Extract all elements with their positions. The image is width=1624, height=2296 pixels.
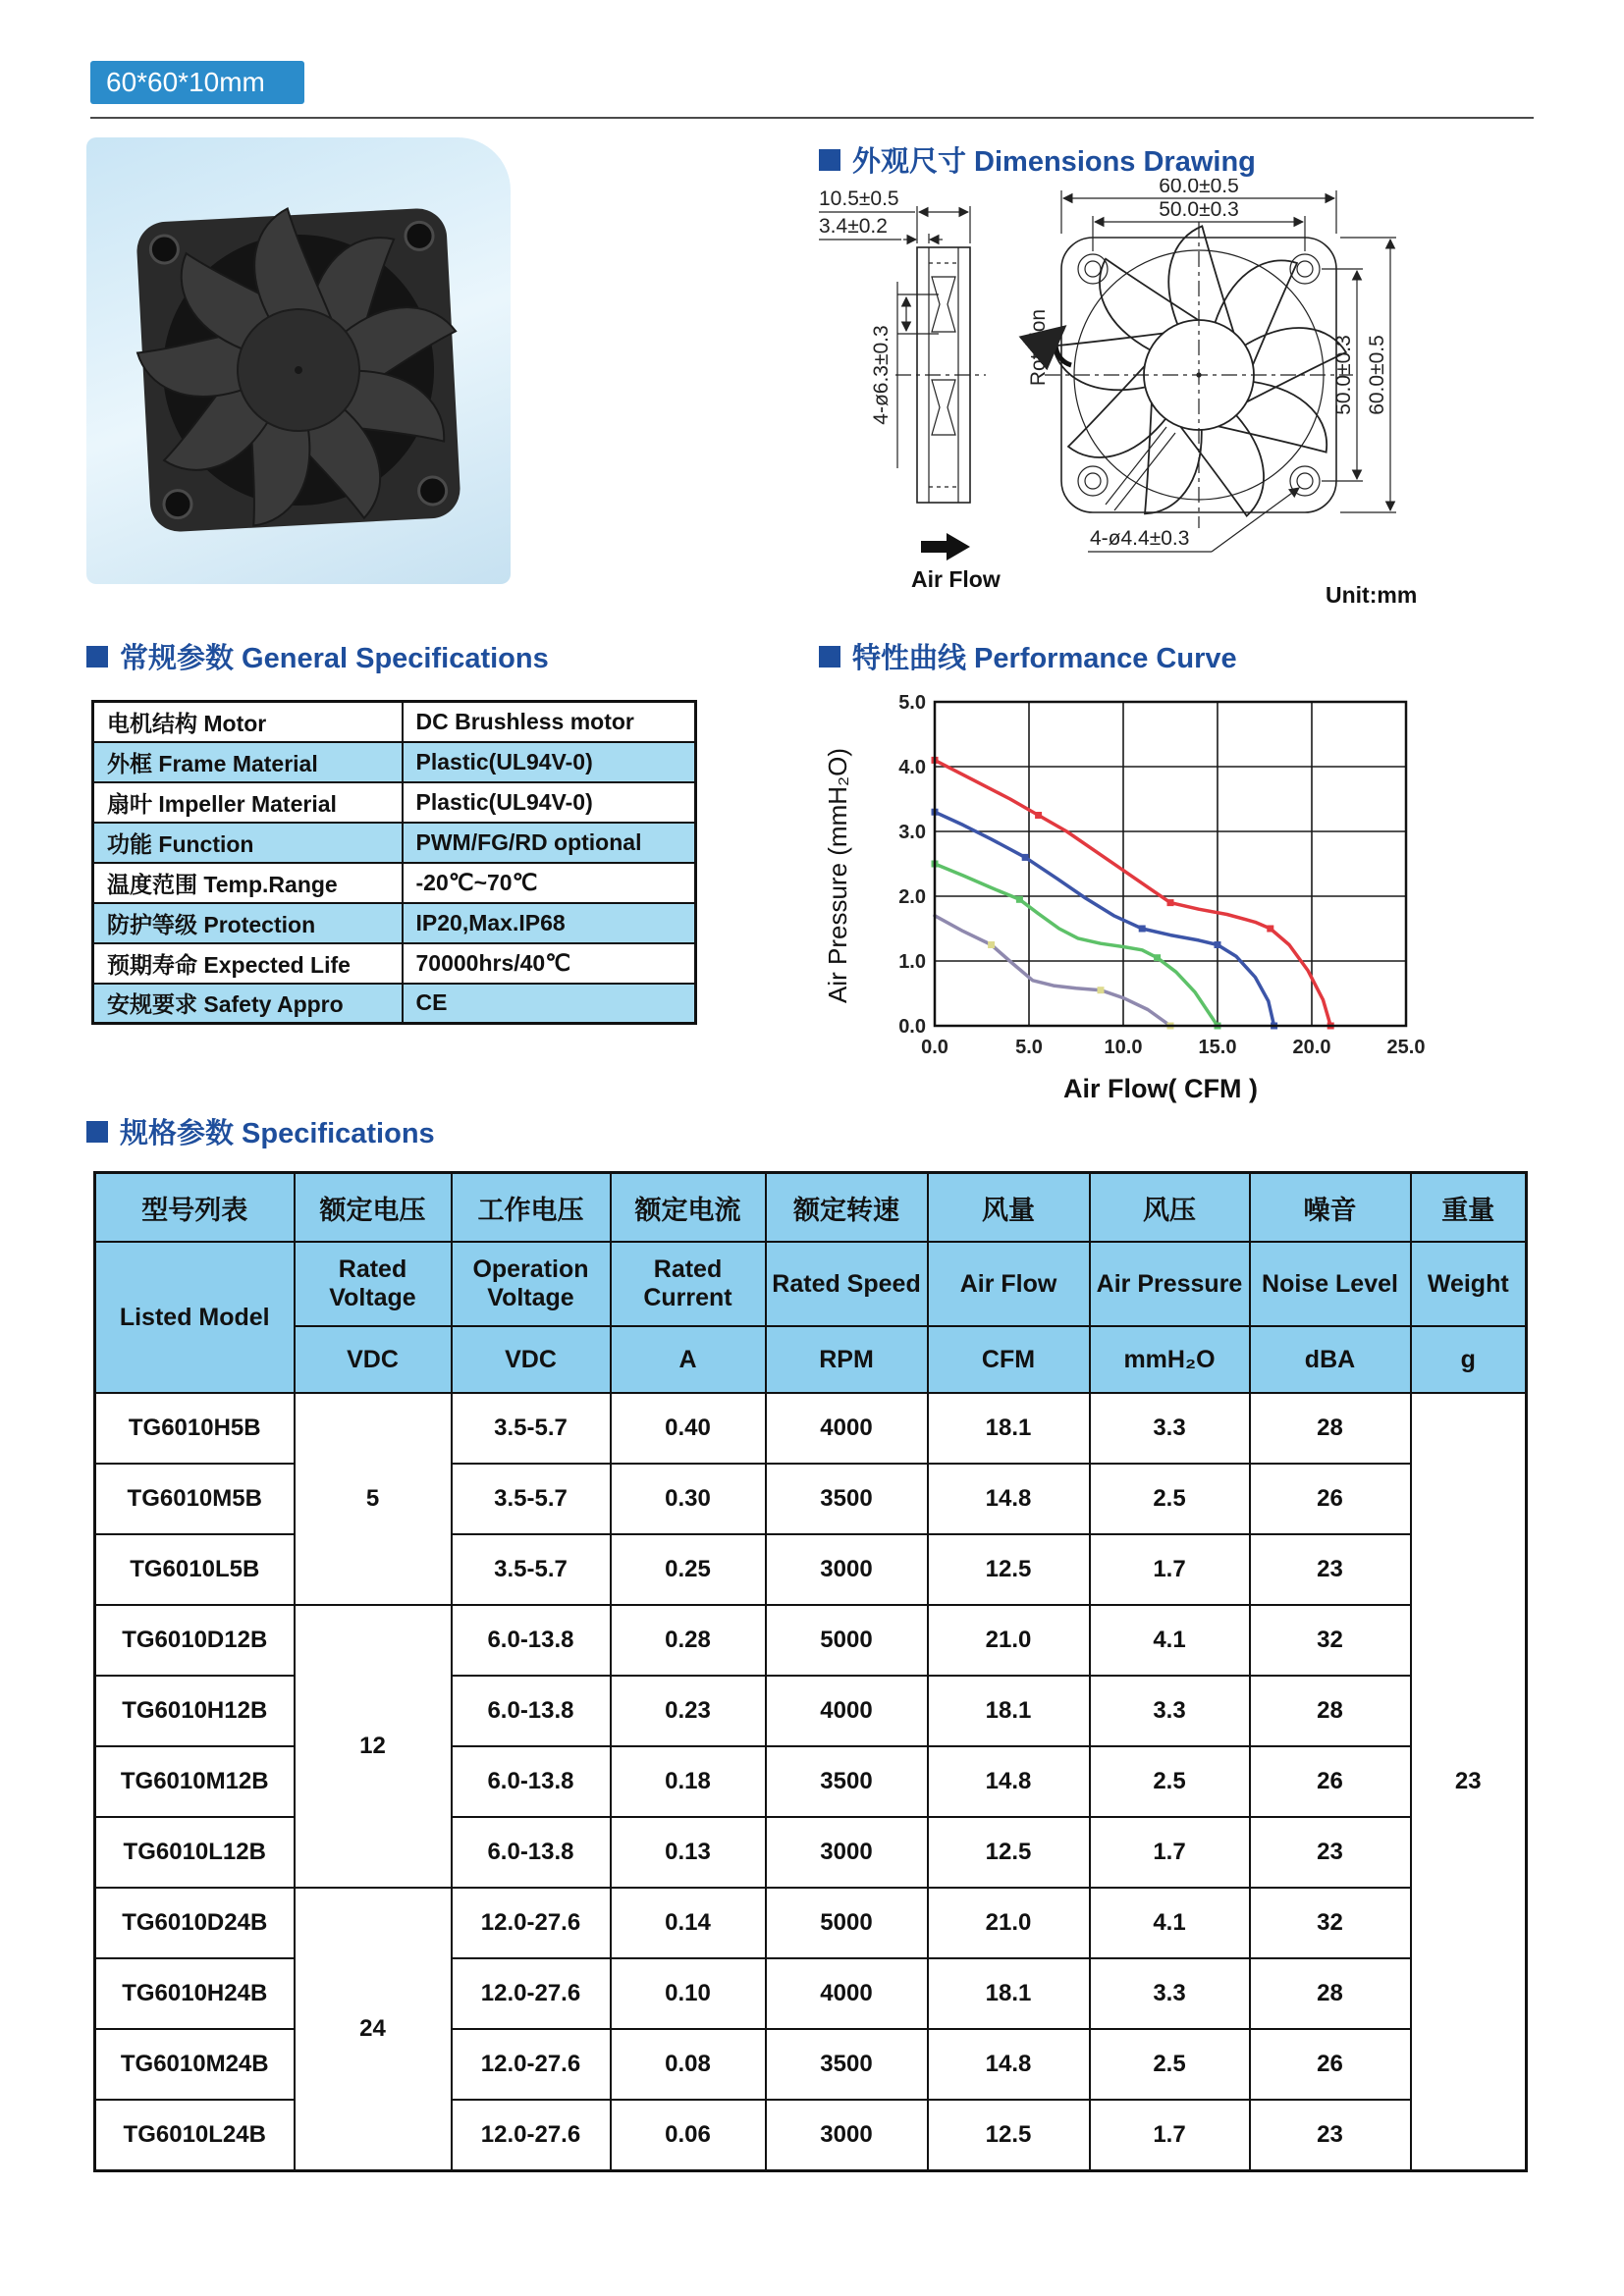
model-cell: TG6010D24B [95,1888,295,1958]
unit-header: mmH₂O [1090,1326,1250,1393]
section-title-general: 常规参数 General Specifications [86,636,549,676]
pressure-cell: 3.3 [1090,1676,1250,1746]
noise-cell: 23 [1250,1817,1411,1888]
noise-cell: 32 [1250,1888,1411,1958]
product-photo [86,137,511,584]
square-bullet-icon [86,1121,108,1143]
op-voltage-cell: 3.5-5.7 [452,1393,611,1464]
model-cell: TG6010H5B [95,1393,295,1464]
svg-text:4.0: 4.0 [898,757,926,778]
pressure-cell: 3.3 [1090,1958,1250,2029]
current-cell: 0.28 [611,1605,766,1676]
pressure-cell: 3.3 [1090,1393,1250,1464]
front-view [1027,179,1417,608]
speed-cell: 4000 [766,1676,928,1746]
svg-text:20.0: 20.0 [1292,1037,1331,1058]
header-row-units [95,1326,1527,1393]
col-header: Weight [1411,1242,1527,1326]
speed-cell: 3000 [766,1534,928,1605]
flow-cell: 12.5 [928,1534,1090,1605]
model-cell: TG6010M5B [95,1464,295,1534]
svg-text:0.0: 0.0 [921,1037,948,1058]
flow-cell: 14.8 [928,2029,1090,2100]
spec-label: 安规要求 Safety Appro [93,984,403,1024]
noise-cell: 26 [1250,1464,1411,1534]
op-voltage-cell: 12.0-27.6 [452,1958,611,2029]
col-header: 额定电压 [295,1173,452,1243]
col-header: Listed Model [95,1242,295,1393]
op-voltage-cell: 12.0-27.6 [452,2029,611,2100]
speed-cell: 3000 [766,1817,928,1888]
spec-label: 防护等级 Protection [93,903,403,943]
unit-header: VDC [452,1326,611,1393]
col-header: 型号列表 [95,1173,295,1243]
spec-value: -20℃~70℃ [403,863,696,903]
speed-cell: 3500 [766,1746,928,1817]
noise-cell: 28 [1250,1393,1411,1464]
unit-header: A [611,1326,766,1393]
chart-x-axis-label: Air Flow( CFM ) [1063,1074,1258,1103]
flow-cell: 12.5 [928,2100,1090,2171]
chart-y-axis-label: Air Pressure (mmH₂O) [823,748,852,1003]
speed-cell: 3500 [766,2029,928,2100]
weight-cell: 23 [1411,1393,1527,2171]
model-cell: TG6010L12B [95,1817,295,1888]
col-header: Rated Speed [766,1242,928,1326]
spec-value: PWM/FG/RD optional [403,823,696,863]
table-row [93,742,696,782]
spec-label: 外框 Frame Material [93,742,403,782]
specifications-table [93,1171,1528,2172]
svg-text:3.0: 3.0 [898,822,926,843]
voltage-group-cell: 24 [295,1888,452,2171]
model-cell: TG6010L24B [95,2100,295,2171]
model-cell: TG6010D12B [95,1605,295,1676]
flow-cell: 14.8 [928,1464,1090,1534]
flow-cell: 12.5 [928,1817,1090,1888]
spec-value: CE [403,984,696,1024]
col-header: Air Pressure [1090,1242,1250,1326]
noise-cell: 28 [1250,1958,1411,2029]
table-row [93,782,696,823]
spec-value: DC Brushless motor [403,702,696,742]
flow-cell: 18.1 [928,1676,1090,1746]
square-bullet-icon [819,149,840,171]
spec-value: Plastic(UL94V-0) [403,782,696,823]
speed-cell: 4000 [766,1393,928,1464]
svg-text:25.0: 25.0 [1386,1037,1426,1058]
current-cell: 0.23 [611,1676,766,1746]
current-cell: 0.14 [611,1888,766,1958]
current-cell: 0.08 [611,2029,766,2100]
svg-text:5.0: 5.0 [898,692,926,714]
dim-outer-height: 60.0±0.5 [1366,335,1388,415]
header-row-zh [95,1173,1527,1243]
dim-thickness: 10.5±0.5 [819,187,899,210]
pressure-cell: 4.1 [1090,1605,1250,1676]
current-cell: 0.30 [611,1464,766,1534]
pressure-cell: 1.7 [1090,2100,1250,2171]
spec-label: 功能 Function [93,823,403,863]
table-row [93,863,696,903]
col-header: 重量 [1411,1173,1527,1243]
svg-text:10.0: 10.0 [1104,1037,1143,1058]
section-title-dimensions: 外观尺寸 Dimensions Drawing [819,139,1256,180]
op-voltage-cell: 6.0-13.8 [452,1676,611,1746]
table-row [93,943,696,984]
svg-text:15.0: 15.0 [1198,1037,1237,1058]
model-cell: TG6010H24B [95,1958,295,2029]
table-row [93,702,696,742]
table-row [93,823,696,863]
col-header: Operation Voltage [452,1242,611,1326]
dim-flange: 3.4±0.2 [819,215,888,238]
pressure-cell: 1.7 [1090,1534,1250,1605]
flow-cell: 21.0 [928,1605,1090,1676]
unit-label: Unit:mm [1326,582,1418,608]
pressure-cell: 2.5 [1090,2029,1250,2100]
general-specs-table [91,700,697,1025]
table-row [93,903,696,943]
col-header: 风量 [928,1173,1090,1243]
svg-text:5.0: 5.0 [1015,1037,1043,1058]
rotation-label: Rotation [1027,308,1050,387]
speed-cell: 3000 [766,2100,928,2171]
spec-label: 温度范围 Temp.Range [93,863,403,903]
voltage-group-cell: 5 [295,1393,452,1605]
fan-illustration [86,137,511,584]
model-cell: TG6010M12B [95,1746,295,1817]
op-voltage-cell: 3.5-5.7 [452,1464,611,1534]
dim-hub: 4-ø6.3±0.3 [870,325,893,425]
unit-header: g [1411,1326,1527,1393]
model-cell: TG6010L5B [95,1534,295,1605]
col-header: Air Flow [928,1242,1090,1326]
airflow-arrow-icon [921,533,970,561]
pressure-cell: 2.5 [1090,1464,1250,1534]
square-bullet-icon [819,646,840,667]
unit-header: CFM [928,1326,1090,1393]
noise-cell: 23 [1250,2100,1411,2171]
model-cell: TG6010M24B [95,2029,295,2100]
spec-value: IP20,Max.IP68 [403,903,696,943]
col-header: Noise Level [1250,1242,1411,1326]
table-row [93,984,696,1024]
current-cell: 0.40 [611,1393,766,1464]
unit-header: VDC [295,1326,452,1393]
spec-label: 电机结构 Motor [93,702,403,742]
noise-cell: 23 [1250,1534,1411,1605]
table-row [95,1393,1527,1464]
current-cell: 0.10 [611,1958,766,2029]
spec-value: 70000hrs/40℃ [403,943,696,984]
pressure-cell: 4.1 [1090,1888,1250,1958]
chart-plot-area [886,677,1435,1065]
svg-text:1.0: 1.0 [898,951,926,973]
side-view [819,187,1001,592]
op-voltage-cell: 6.0-13.8 [452,1605,611,1676]
op-voltage-cell: 6.0-13.8 [452,1817,611,1888]
dim-outer-width: 60.0±0.5 [1159,179,1239,197]
speed-cell: 4000 [766,1958,928,2029]
svg-text:0.0: 0.0 [898,1016,926,1038]
section-title-specifications: 规格参数 Specifications [86,1111,435,1151]
spec-label: 预期寿命 Expected Life [93,943,403,984]
flow-cell: 18.1 [928,1958,1090,2029]
dim-hole-pitch-h: 50.0±0.3 [1332,335,1355,415]
spec-label: 扇叶 Impeller Material [93,782,403,823]
performance-chart [823,677,1451,1139]
current-cell: 0.18 [611,1746,766,1817]
pressure-cell: 1.7 [1090,1817,1250,1888]
voltage-group-cell: 12 [295,1605,452,1888]
op-voltage-cell: 3.5-5.7 [452,1534,611,1605]
top-divider [90,117,1534,119]
noise-cell: 26 [1250,2029,1411,2100]
noise-cell: 28 [1250,1676,1411,1746]
col-header: 工作电压 [452,1173,611,1243]
col-header: Rated Voltage [295,1242,452,1326]
speed-cell: 5000 [766,1605,928,1676]
size-badge: 60*60*10mm [90,61,304,104]
spec-value: Plastic(UL94V-0) [403,742,696,782]
header-row-en [95,1242,1527,1326]
speed-cell: 3500 [766,1464,928,1534]
airflow-label: Air Flow [911,566,1001,592]
section-title-performance: 特性曲线 Performance Curve [819,636,1237,676]
flow-cell: 14.8 [928,1746,1090,1817]
op-voltage-cell: 6.0-13.8 [452,1746,611,1817]
model-cell: TG6010H12B [95,1676,295,1746]
col-header: Rated Current [611,1242,766,1326]
square-bullet-icon [86,646,108,667]
current-cell: 0.25 [611,1534,766,1605]
col-header: 风压 [1090,1173,1250,1243]
col-header: 额定转速 [766,1173,928,1243]
noise-cell: 32 [1250,1605,1411,1676]
unit-header: RPM [766,1326,928,1393]
dim-hole-pitch-w: 50.0±0.3 [1159,198,1239,221]
unit-header: dBA [1250,1326,1411,1393]
speed-cell: 5000 [766,1888,928,1958]
noise-cell: 26 [1250,1746,1411,1817]
col-header: 噪音 [1250,1173,1411,1243]
svg-text:2.0: 2.0 [898,886,926,908]
pressure-cell: 2.5 [1090,1746,1250,1817]
table-row [95,1888,1527,1958]
dim-hole-dia: 4-ø4.4±0.3 [1090,527,1190,550]
flow-cell: 21.0 [928,1888,1090,1958]
current-cell: 0.06 [611,2100,766,2171]
current-cell: 0.13 [611,1817,766,1888]
flow-cell: 18.1 [928,1393,1090,1464]
dimensions-drawing [811,179,1443,636]
op-voltage-cell: 12.0-27.6 [452,2100,611,2171]
op-voltage-cell: 12.0-27.6 [452,1888,611,1958]
col-header: 额定电流 [611,1173,766,1243]
table-row [95,1605,1527,1676]
